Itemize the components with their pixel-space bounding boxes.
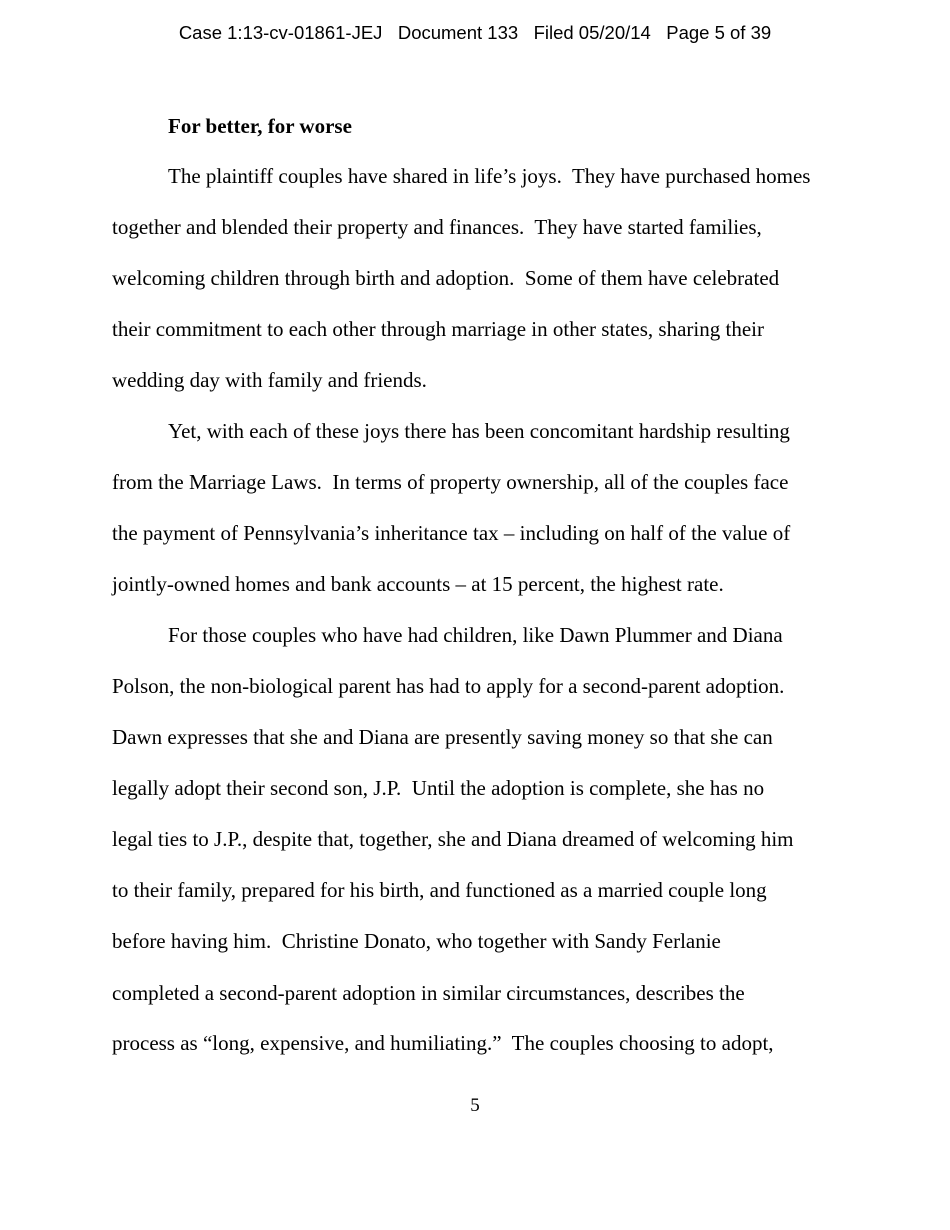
page-number: 5	[470, 1095, 480, 1116]
paragraph-line: jointly-owned homes and bank accounts – at 15 percent, the highest rate.	[112, 572, 724, 596]
paragraph-line: The plaintiff couples have shared in life’s joys. They have purchased homes	[168, 164, 811, 188]
section-heading: For better, for worse	[168, 114, 352, 138]
paragraph-line: process as “long, expensive, and humiliating.” The couples choosing to adopt,	[112, 1031, 774, 1055]
paragraph-line: to their family, prepared for his birth, and functioned as a married couple long	[112, 878, 767, 902]
paragraph-line: legally adopt their second son, J.P. Until the adoption is complete, she has no	[112, 776, 765, 800]
case-header: Case 1:13-cv-01861-JEJ Document 133 Filed 05/20/14 Page 5 of 39	[178, 22, 772, 43]
paragraph-line: For those couples who have had children, like Dawn Plummer and Diana	[168, 623, 783, 647]
paragraph-line: completed a second-parent adoption in similar circumstances, describes the	[112, 981, 745, 1005]
paragraph-line: Polson, the non-biological parent has had to apply for a second-parent adoption.	[112, 674, 785, 698]
paragraph-line: together and blended their property and finances. They have started families,	[112, 215, 762, 239]
paragraph-line: welcoming children through birth and adoption. Some of them have celebrated	[112, 266, 780, 290]
paragraph-line: their commitment to each other through marriage in other states, sharing their	[112, 317, 764, 341]
paragraph-line: the payment of Pennsylvania’s inheritance tax – including on half of the value of	[112, 521, 791, 545]
paragraph-line: Dawn expresses that she and Diana are presently saving money so that she can	[112, 725, 773, 749]
paragraph-line: before having him. Christine Donato, who together with Sandy Ferlanie	[112, 929, 721, 953]
paragraph-line: Yet, with each of these joys there has been concomitant hardship resulting	[168, 419, 790, 443]
paragraph-line: from the Marriage Laws. In terms of property ownership, all of the couples face	[112, 470, 789, 494]
paragraph-line: legal ties to J.P., despite that, together, she and Diana dreamed of welcoming him	[112, 827, 794, 851]
paragraph-line: wedding day with family and friends.	[112, 368, 427, 392]
